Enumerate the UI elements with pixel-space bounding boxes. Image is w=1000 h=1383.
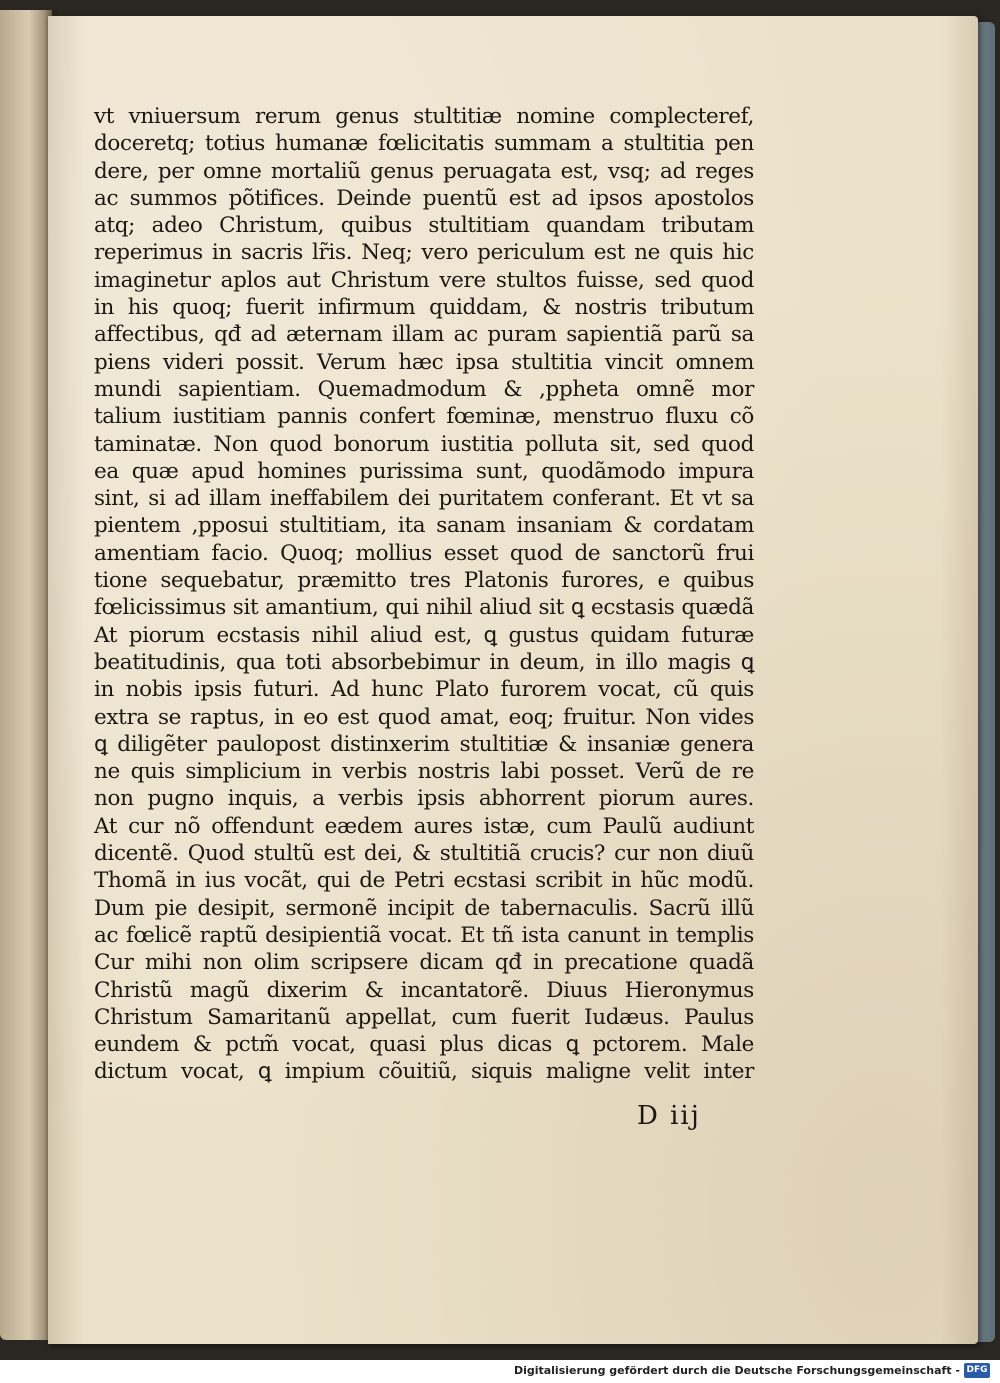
text-line: reperimus in sacris lr̃is. Neq; vero periculum est ne quis hic: [94, 240, 754, 266]
text-line: talium iustitiam pannis confert fœminæ, menstruo fluxu cõ: [94, 404, 754, 430]
text-line: eundem & pctm̃ vocat, quasi plus dicas ꝗ pctorem. Male: [94, 1032, 754, 1058]
text-line: ne quis simplicium in verbis nostris labi posset. Verũ de re: [94, 759, 754, 785]
footer-credit: Digitalisierung gefördert durch die Deutsche Forschungsgemeinschaft -: [513, 1364, 960, 1377]
text-line: imaginetur aplos aut Christum vere stultos fuisse, sed quod: [94, 267, 754, 293]
text-line: doceretq; totius humanæ fœlicitatis summam a stultitia pen: [94, 131, 754, 157]
text-line: non pugno inquis, a verbis ipsis abhorrent piorum aures.: [94, 786, 754, 812]
text-line: affectibus, qđ ad æternam illam ac puram sapientiã parũ sa: [94, 322, 754, 348]
dfg-logo: DFG: [964, 1363, 990, 1378]
text-line: pientem ,pposui stultitiam, ita sanam insaniam & cordatam: [94, 513, 754, 539]
text-line: Dum pie desipit, sermonẽ incipit de tabernaculis. Sacrũ illũ: [94, 895, 754, 921]
signature-mark: D iij: [637, 1101, 701, 1131]
text-line: beatitudinis, qua toti absorbebimur in deum, in illo magis ꝗ: [94, 649, 754, 675]
text-line: dictum vocat, ꝗ impium cõuitiũ, siquis maligne velit inter: [94, 1059, 754, 1085]
text-line: atq; adeo Christum, quibus stultitiam quandam tributam: [94, 213, 754, 239]
text-line: in nobis ipsis futuri. Ad hunc Plato furorem vocat, cũ quis: [94, 677, 754, 703]
text-line: ac summos põtifices. Deinde puentũ est ad ipsos apostolos: [94, 185, 754, 211]
footer-bar: [0, 1360, 1000, 1383]
text-line: tione sequebatur, præmitto tres Platonis furores, e quibus: [94, 568, 754, 594]
printed-text-block: [94, 103, 754, 1086]
text-line: taminatæ. Non quod bonorum iustitia polluta sit, sed quod: [94, 431, 754, 457]
text-line: vt vniuersum rerum genus stultitiæ nomine complecteref,: [94, 104, 754, 129]
text-line: mundi sapientiam. Quemadmodum & ,ppheta omnẽ mor: [94, 376, 754, 402]
text-line: sint, si ad illam ineffabilem dei puritatem conferant. Et vt sa: [94, 486, 754, 512]
text-line: ea quæ apud homines purissima sunt, quodãmodo impura: [94, 458, 754, 484]
text-line: fœlicissimus sit amantium, qui nihil aliud sit ꝗ ecstasis quædã: [94, 595, 754, 621]
text-line: ꝗ diligẽter paulopost distinxerim stultitiæ & insaniæ genera: [94, 731, 754, 757]
text-line: dicentẽ. Quod stultũ est dei, & stultitiã crucis? cur non diuũ: [94, 841, 754, 867]
text-line: amentiam facio. Quoq; mollius esset quod de sanctorũ frui: [94, 540, 754, 566]
text-line: At piorum ecstasis nihil aliud est, ꝗ gustus quidam futuræ: [94, 622, 754, 648]
text-line: ac fœlicẽ raptũ desipientiã vocat. Et tñ ista canunt in templis: [94, 922, 754, 948]
text-line: At cur nõ offendunt eædem aures istæ, cum Paulũ audiunt: [94, 813, 754, 839]
text-line: dere, per omne mortaliũ genus peruagata est, vsq; ad reges: [94, 158, 754, 184]
text-line: piens videri possit. Verum hæc ipsa stultitia vincit omnem: [94, 349, 754, 375]
text-line: Christum Samaritanũ appellat, cum fuerit Iudæus. Paulus: [94, 1004, 754, 1030]
text-line: in his quoq; fuerit infirmum quiddam, & nostris tributum: [94, 295, 754, 321]
text-line: Thomã in ius vocãt, qui de Petri ecstasi scribit in hũc modũ.: [94, 868, 754, 894]
text-line: extra se raptus, in eo est quod amat, eoq; fruitur. Non vides: [94, 704, 754, 730]
text-line: Cur mihi non olim scripsere dicam qđ in precatione quadã: [94, 950, 754, 976]
text-line: Christũ magũ dixerim & incantatorẽ. Diuus Hieronymus: [94, 977, 754, 1003]
